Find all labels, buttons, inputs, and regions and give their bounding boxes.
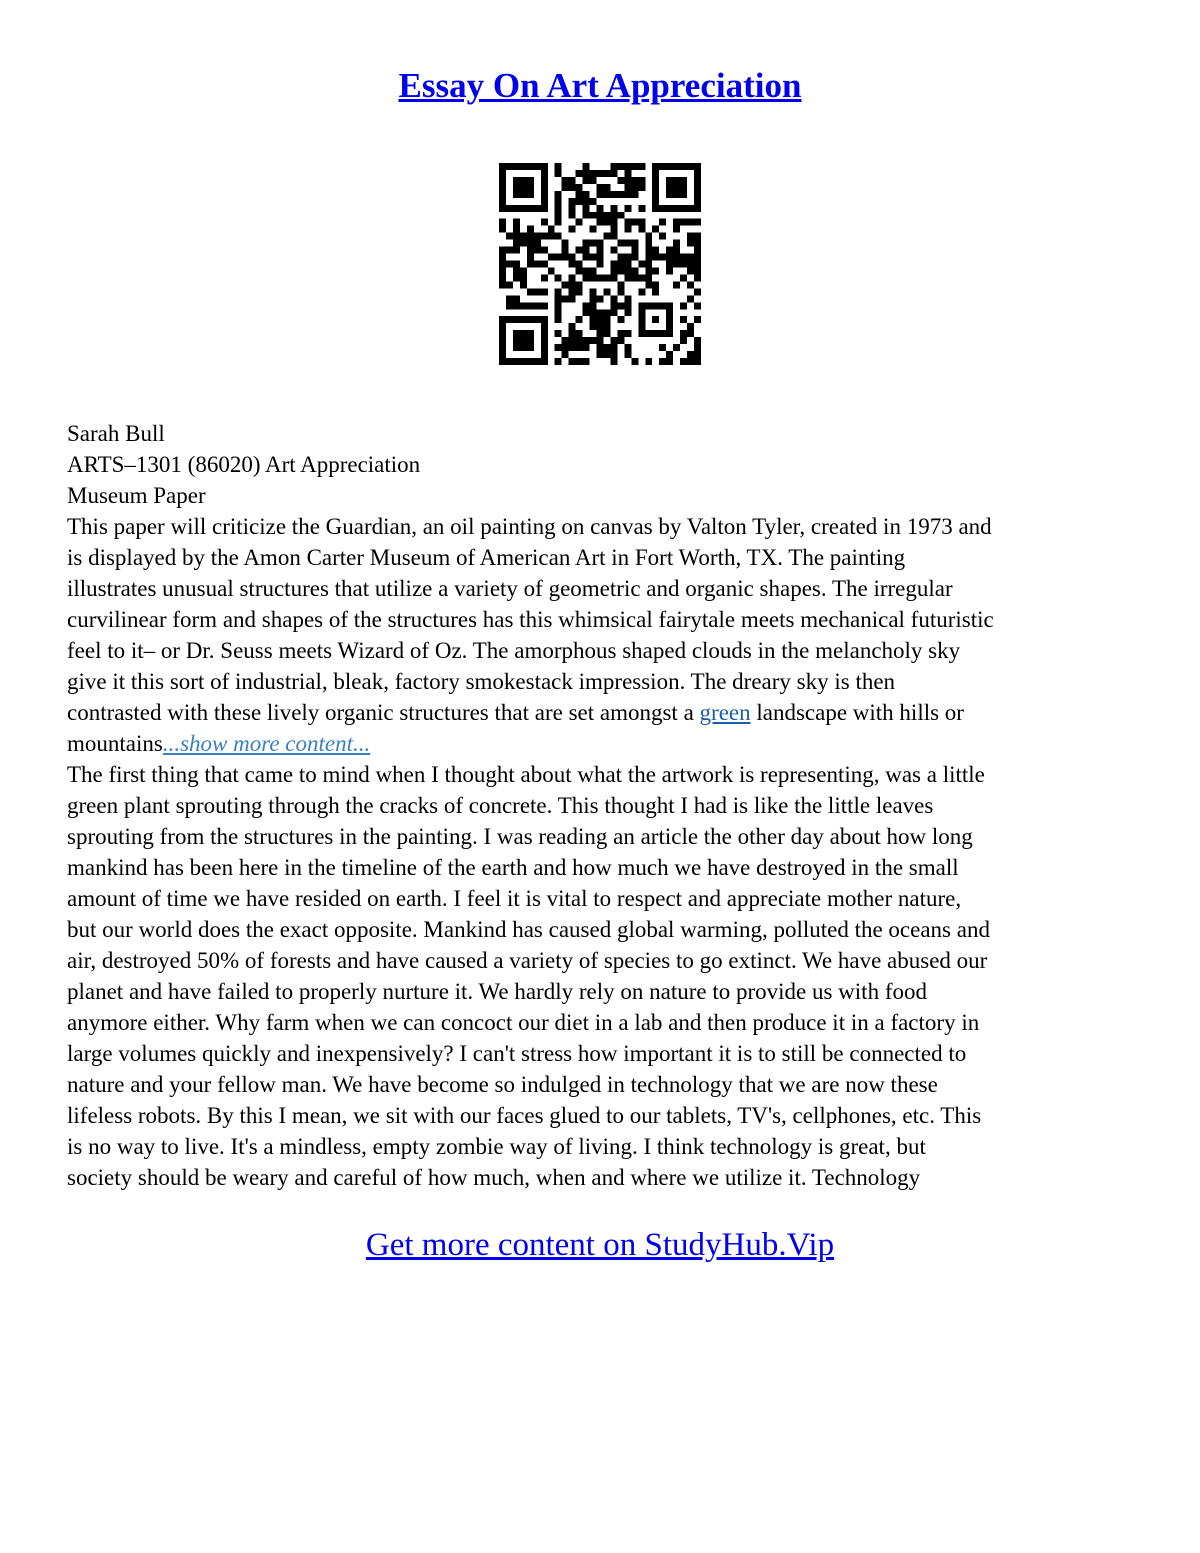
author-line: Sarah Bull (67, 421, 165, 446)
paragraph-line: curvilinear form and shapes of the structures has this whimsical fairytale meets mechanical futuristic (67, 607, 994, 632)
paragraph-line: planet and have failed to properly nurture it. We hardly rely on nature to provide us with food (67, 979, 927, 1004)
paragraph-line: lifeless robots. By this I mean, we sit with our faces glued to our tablets, TV's, cellphones, etc. This (67, 1103, 982, 1128)
qr-code-icon (499, 163, 701, 365)
paragraph-line: air, destroyed 50% of forests and have caused a variety of species to go extinct. We have abused our (67, 948, 988, 973)
title-link[interactable]: Essay On Art Appreciation (398, 66, 802, 105)
paragraph-line: anymore either. Why farm when we can concoct our diet in a lab and then produce it in a factory in (67, 1010, 980, 1035)
line-text: landscape with hills or (750, 700, 964, 725)
paragraph-line: is no way to live. It's a mindless, empty zombie way of living. I think technology is great, but (67, 1134, 926, 1159)
paragraph-line: sprouting from the structures in the painting. I was reading an article the other day about how long (67, 824, 973, 849)
paragraph-line: feel to it– or Dr. Seuss meets Wizard of Oz. The amorphous shaped clouds in the melancholy sky (67, 638, 961, 663)
green-link[interactable]: green (699, 700, 751, 725)
paragraph-line (67, 728, 1147, 759)
paragraph-line (67, 697, 1147, 728)
paragraph-line: give it this sort of industrial, bleak, factory smokestack impression. The dreary sky is then (67, 669, 896, 694)
show-more-link[interactable]: ...show more content... (162, 731, 371, 756)
course-line: ARTS–1301 (86020) Art Appreciation (67, 452, 421, 477)
essay-body (67, 418, 1147, 1193)
paper-line: Museum Paper (67, 483, 206, 508)
paragraph-line: society should be weary and careful of how much, when and where we utilize it. Technology (67, 1165, 921, 1190)
paragraph-line: illustrates unusual structures that utilize a variety of geometric and organic shapes. The irregular (67, 576, 953, 601)
paragraph-line: amount of time we have resided on earth. I feel it is vital to respect and appreciate mother nature, (67, 886, 962, 911)
paragraph-line: mankind has been here in the timeline of the earth and how much we have destroyed in the small (67, 855, 959, 880)
document-title (0, 64, 1200, 108)
line-text: contrasted with these lively organic structures that are set amongst a (67, 700, 700, 725)
paragraph-line: The first thing that came to mind when I thought about what the artwork is representing, was a little (67, 762, 985, 787)
paragraph-line: nature and your fellow man. We have become so indulged in technology that we are now these (67, 1072, 938, 1097)
paragraph-line: This paper will criticize the Guardian, an oil painting on canvas by Valton Tyler, created in 1973 and (67, 514, 992, 539)
paragraph-line: green plant sprouting through the cracks of concrete. This thought I had is like the little leaves (67, 793, 934, 818)
footer-link[interactable]: Get more content on StudyHub.Vip (365, 1227, 835, 1263)
line-text: mountains (67, 731, 163, 756)
footer (0, 1224, 1200, 1266)
paragraph-line: is displayed by the Amon Carter Museum of American Art in Fort Worth, TX. The painting (67, 545, 906, 570)
paragraph-line: large volumes quickly and inexpensively? I can't stress how important it is to still be connected to (67, 1041, 967, 1066)
paragraph-line: but our world does the exact opposite. Mankind has caused global warming, polluted the oceans and (67, 917, 990, 942)
